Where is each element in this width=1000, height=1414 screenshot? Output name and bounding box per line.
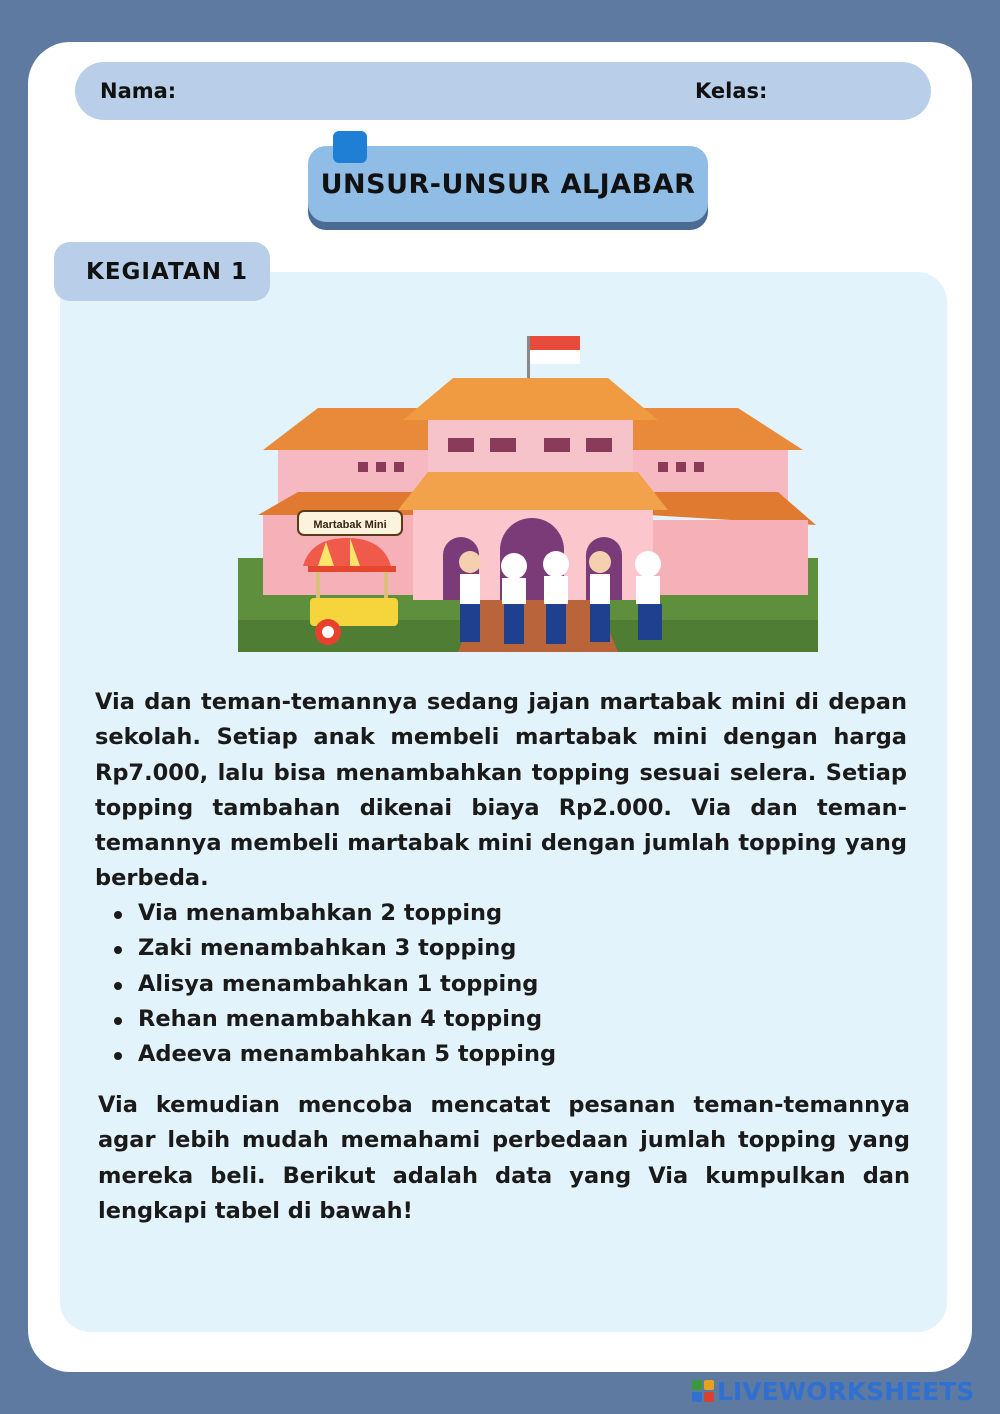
logo-grid-icon bbox=[692, 1380, 714, 1402]
student-info-bar bbox=[75, 62, 931, 120]
school-illustration bbox=[238, 330, 818, 652]
list-item-text: Zaki menambahkan 3 topping bbox=[138, 935, 517, 962]
stall-sign-text: Martabak Mini bbox=[313, 519, 387, 531]
activity-label: KEGIATAN 1 bbox=[86, 258, 248, 285]
title-banner bbox=[308, 146, 708, 222]
list-item-text: Adeeva menambahkan 5 topping bbox=[138, 1041, 557, 1068]
liveworksheets-logo[interactable] bbox=[692, 1376, 974, 1406]
list-item bbox=[112, 931, 556, 966]
list-item-text: Via menambahkan 2 topping bbox=[138, 900, 503, 926]
list-item bbox=[112, 896, 556, 931]
bullet-icon bbox=[114, 911, 122, 919]
bullet-icon bbox=[114, 982, 122, 990]
bullet-icon bbox=[114, 1052, 122, 1060]
story-paragraph-1: Via dan teman-temannya sedang jajan martabak mini di depan sekolah. Setiap anak membeli martabak mini dengan harga Rp7.000, lalu bisa menambahkan topping sesuai selera. Setiap topping tambahan dikenai biaya Rp2.000. Via dan teman-temannya membeli martabak mini dengan jumlah topping yang berbeda. bbox=[95, 689, 907, 892]
bullet-icon bbox=[114, 946, 122, 954]
class-label: Kelas: bbox=[695, 79, 768, 103]
list-item-text: Rehan menambahkan 4 topping bbox=[138, 1005, 543, 1032]
story-paragraph-2: Via kemudian mencoba mencatat pesanan teman-temannya agar lebih mudah memahami perbedaan jumlah topping yang mereka beli. Berikut adalah data yang Via kumpulkan dan lengkapi tabel di bawah! bbox=[98, 1092, 910, 1224]
name-label: Nama: bbox=[100, 79, 177, 103]
list-item bbox=[112, 967, 556, 1002]
bullet-icon bbox=[114, 1017, 122, 1025]
list-item bbox=[112, 1037, 556, 1072]
activity-tab bbox=[54, 242, 270, 301]
list-item-text: Alisya menambahkan 1 topping bbox=[138, 970, 539, 997]
title-accent-tab bbox=[333, 131, 367, 163]
page-title: UNSUR-UNSUR ALJABAR bbox=[320, 168, 696, 200]
topping-list bbox=[112, 896, 556, 1072]
list-item bbox=[112, 1002, 556, 1037]
brand-name: LIVEWORKSHEETS bbox=[717, 1376, 975, 1406]
